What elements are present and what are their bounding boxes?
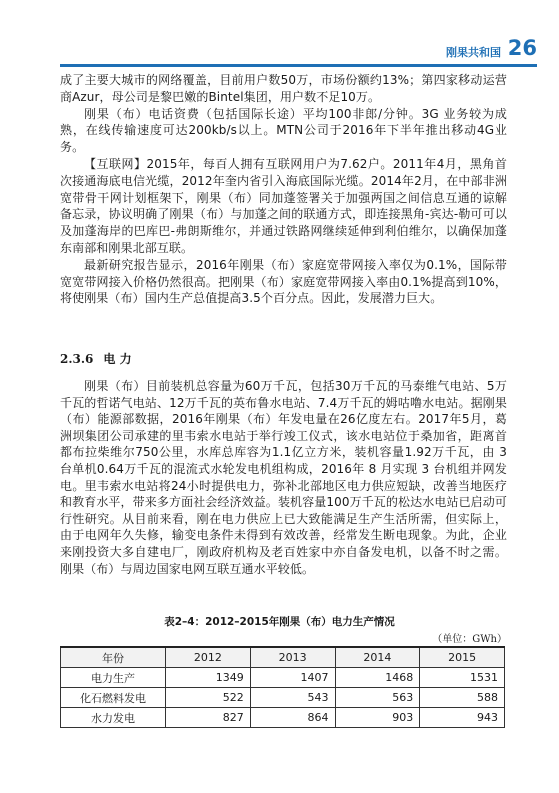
header-cell: 年份 <box>61 647 166 668</box>
table-cell: 522 <box>166 688 251 708</box>
table-unit: （单位：GWh） <box>432 634 507 645</box>
row-label: 化石燃料发电 <box>61 688 166 708</box>
table-caption: 表2–4：2012–2015年刚果（布）电力生产情况 <box>164 616 395 628</box>
table-cell: 943 <box>420 708 505 728</box>
table-cell: 1531 <box>420 668 505 688</box>
paragraph-broadband: 最新研究报告显示，2016年刚果（布）家庭宽带网接入率仅为0.1%，国际带宽宽带网接入价格仍然很高。把刚果（布）家庭宽带网接入率由0.1%提高到10%，将使刚果（布）国内生产总值提高3.5个百分点。因此，发展潜力巨大。 <box>60 257 507 306</box>
body-text-top <box>60 72 507 307</box>
table-row <box>61 688 505 708</box>
table-cell: 864 <box>250 708 335 728</box>
table-cell: 903 <box>335 708 420 728</box>
paragraph-power: 刚果（布）目前装机总容量为60万千瓦，包括30万千瓦的马泰维气电站、5万千瓦的哲诺气电站、12万千瓦的英布鲁水电站、7.4万千瓦的姆咕噜水电站。据刚果（布）能源部数据，2016年刚果（布）年发电量在26亿度左右。2017年5月，葛洲坝集团公司承建的里韦索水电站于举行竣工仪式，该水电站位于桑加省，距离首都布拉柴维尔750公里，水库总库容为1.1亿立方米，装机容量1.92万千瓦，由 3 台单机0.64万千瓦的混流式水轮发电机组构成，2016年 8 月实现 3 台机组并网发电。里韦索水电站将24小时提供电力，弥补北部地区电力供应短缺，改善当地医疗和教育水平，带来多方面社会经济效益。装机容量100万千瓦的松达水电站已启动可行性研究。从目前来看，刚在电力供应上已大致能满足生产生活所需，但实际上，由于电网年久失修，输变电条件未得到有效改善，经常发生断电现象。为此，企业来刚投资大多自建电厂，刚政府机构及老百姓家中亦自备发电机，以备不时之需。刚果（布）与周边国家电网互联互通水平较低。 <box>60 379 507 576</box>
header-cell: 2012 <box>166 647 251 668</box>
header-cell: 2015 <box>420 647 505 668</box>
row-label: 电力生产 <box>61 668 166 688</box>
paragraph-internet: 【互联网】2015年，每百人拥有互联网用户为7.62户。2011年4月，黑角首次接通海底电信光缆，2012年奎内省引入海底国际光缆。2014年2月，在中部非洲宽带骨干网计划框架下，刚果（布）同加蓬签署关于加强两国之间信息互通的谅解备忘录，协议明确了刚果（布）与加蓬之间的联通方式，即连接黑角-宾达-勒可可以及加蓬海岸的巴库巴-弗朗斯维尔，并通过铁路网继续延伸到利伯维尔，以确保加蓬东南部和刚果北部互联。 <box>60 156 507 255</box>
table-header-row <box>61 647 505 668</box>
table-cell: 543 <box>250 688 335 708</box>
table-cell: 563 <box>335 688 420 708</box>
paragraph-telecom-continued: 成了主要大城市的网络覆盖，目前用户数50万，市场份额约13%；第四家移动运营商Azur，母公司是黎巴嫩的Bintel集团，用户数不足10万。 <box>60 73 507 104</box>
page-number: 26 <box>507 36 537 60</box>
header-cell: 2014 <box>335 647 420 668</box>
header-cell: 2013 <box>250 647 335 668</box>
power-production-table <box>60 646 505 728</box>
table-cell: 1468 <box>335 668 420 688</box>
section-heading <box>60 350 142 367</box>
table-row <box>61 708 505 728</box>
body-text-power <box>60 378 507 577</box>
paragraph-tariffs: 刚果（布）电话资费（包括国际长途）平均100非郎/分钟。3G 业务较为成熟，在线传输速度可达200kb/s以上。MTN公司于2016年下半年推出移动4G业务。 <box>60 106 507 155</box>
row-label: 水力发电 <box>61 708 166 728</box>
header-rule <box>60 64 537 67</box>
table-cell: 588 <box>420 688 505 708</box>
table-cell: 1349 <box>166 668 251 688</box>
table-row <box>61 668 505 688</box>
table-cell: 1407 <box>250 668 335 688</box>
table-cell: 827 <box>166 708 251 728</box>
section-title: 电 力 <box>103 352 132 366</box>
section-number: 2.3.6 <box>60 352 94 366</box>
running-header-title: 刚果共和国 <box>446 46 501 59</box>
